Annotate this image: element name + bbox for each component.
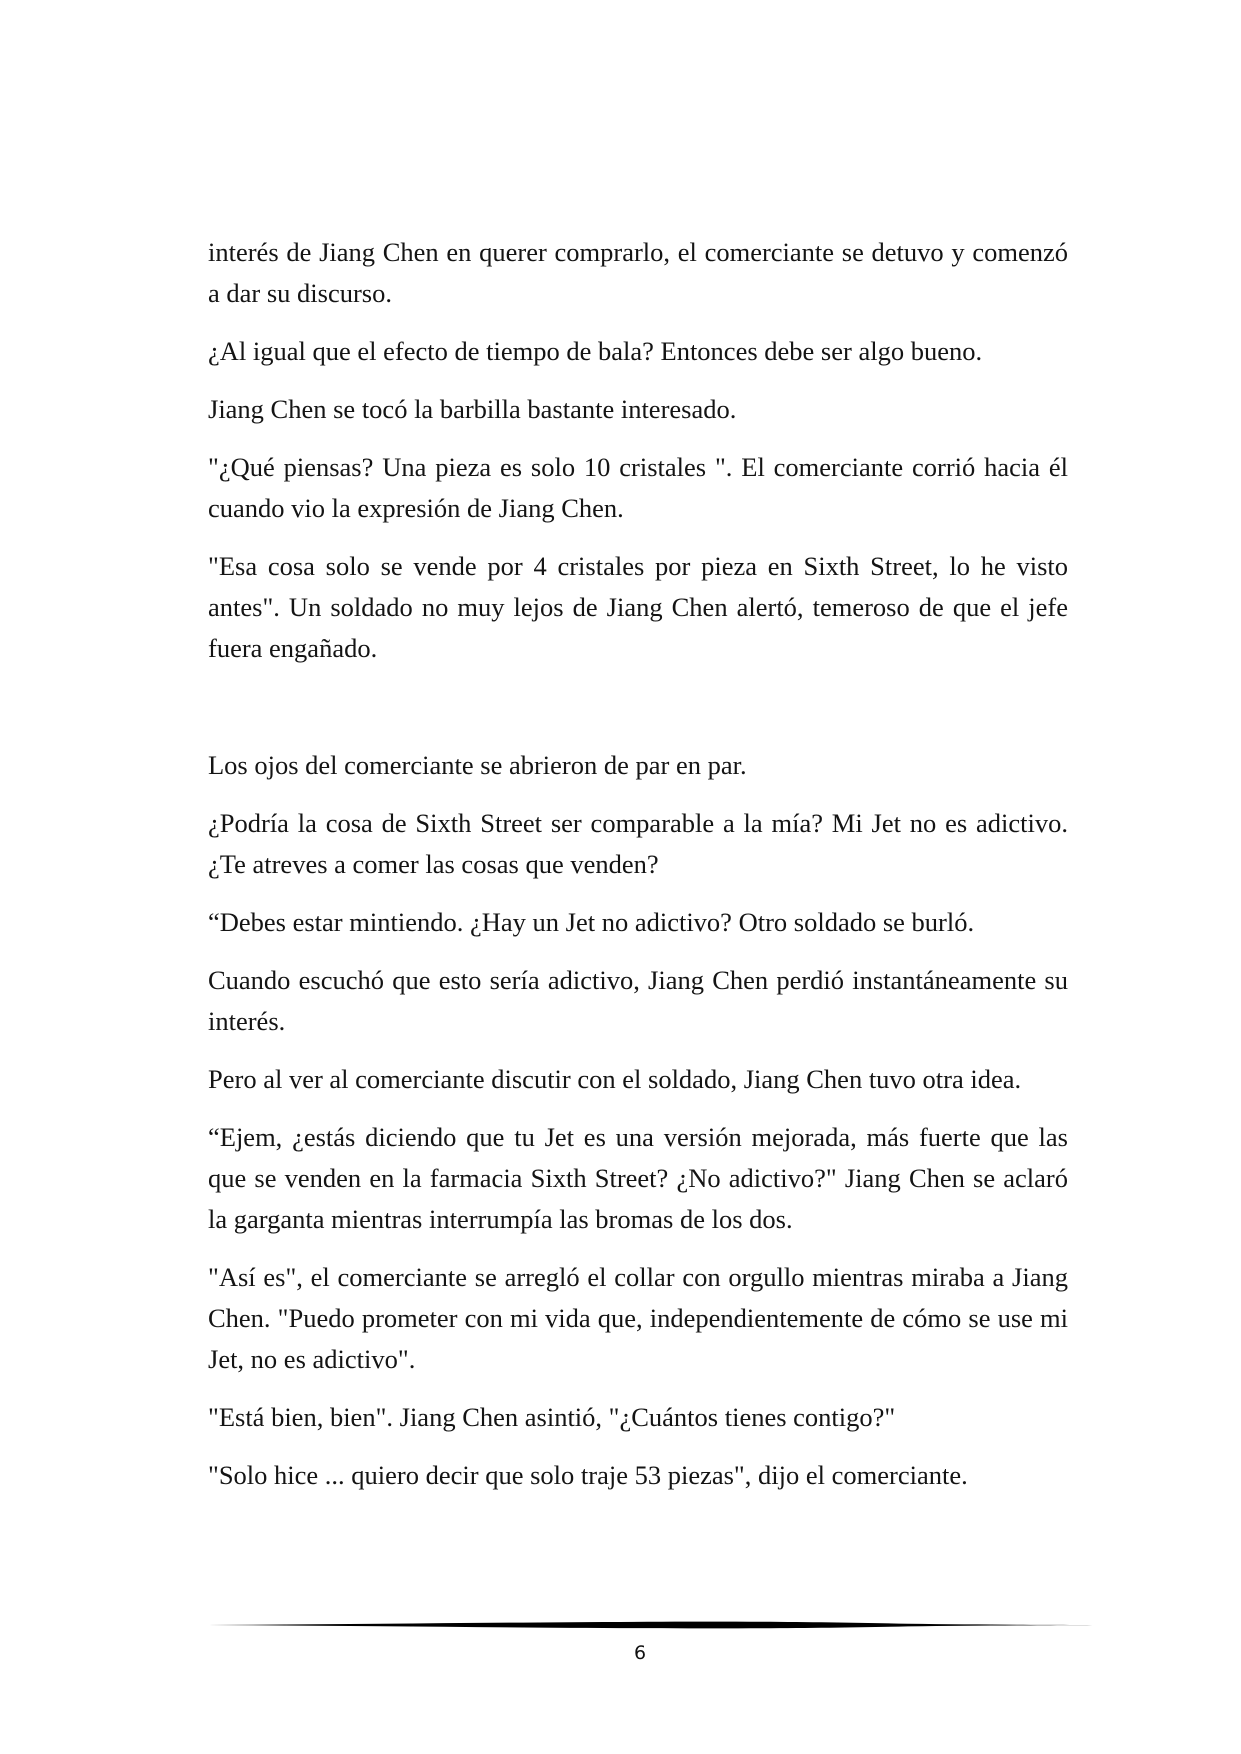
paragraph: “Ejem, ¿estás diciendo que tu Jet es una versión mejorada, más fuerte que las que se venden en la farmacia Sixth Street? ¿No adictivo?" Jiang Chen se aclaró la garganta mientras interrumpía las bromas de los dos. [208,1122,1068,1234]
paragraph: interés de Jiang Chen en querer comprarlo, el comerciante se detuvo y comenzó a dar su discurso. [208,237,1068,308]
paragraph: "¿Qué piensas? Una pieza es solo 10 cristales ". El comerciante corrió hacia él cuando vio la expresión de Jiang Chen. [208,452,1068,523]
paragraph: "Esa cosa solo se vende por 4 cristales por pieza en Sixth Street, lo he visto antes". Un soldado no muy lejos de Jiang Chen alertó, temeroso de que el jefe fuera engañado. [208,551,1068,663]
paragraph: Los ojos del comerciante se abrieron de par en par. [208,750,747,780]
paragraph: Cuando escuchó que esto sería adictivo, Jiang Chen perdió instantáneamente su interés. [208,965,1068,1036]
paragraph: “Debes estar mintiendo. ¿Hay un Jet no adictivo? Otro soldado se burló. [208,907,975,937]
paragraph: Pero al ver al comerciante discutir con el soldado, Jiang Chen tuvo otra idea. [208,1064,1022,1094]
paragraph: ¿Podría la cosa de Sixth Street ser comparable a la mía? Mi Jet no es adictivo. ¿Te atreves a comer las cosas que venden? [208,808,1068,879]
body-text [208,232,1068,1513]
paragraph: Jiang Chen se tocó la barbilla bastante interesado. [208,394,737,424]
footer-rule [208,1617,1112,1633]
paragraph: "Está bien, bien". Jiang Chen asintió, "¿Cuántos tienes contigo?" [208,1402,896,1432]
paragraph: "Solo hice ... quiero decir que solo traje 53 piezas", dijo el comerciante. [208,1460,968,1490]
paragraph: ¿Al igual que el efecto de tiempo de bala? Entonces debe ser algo bueno. [208,336,983,366]
page-number: 6 [633,1642,647,1664]
paragraph: "Así es", el comerciante se arregló el collar con orgullo mientras miraba a Jiang Chen. "Puedo prometer con mi vida que, independientemente de cómo se use mi Jet, no es adictivo". [208,1262,1068,1374]
